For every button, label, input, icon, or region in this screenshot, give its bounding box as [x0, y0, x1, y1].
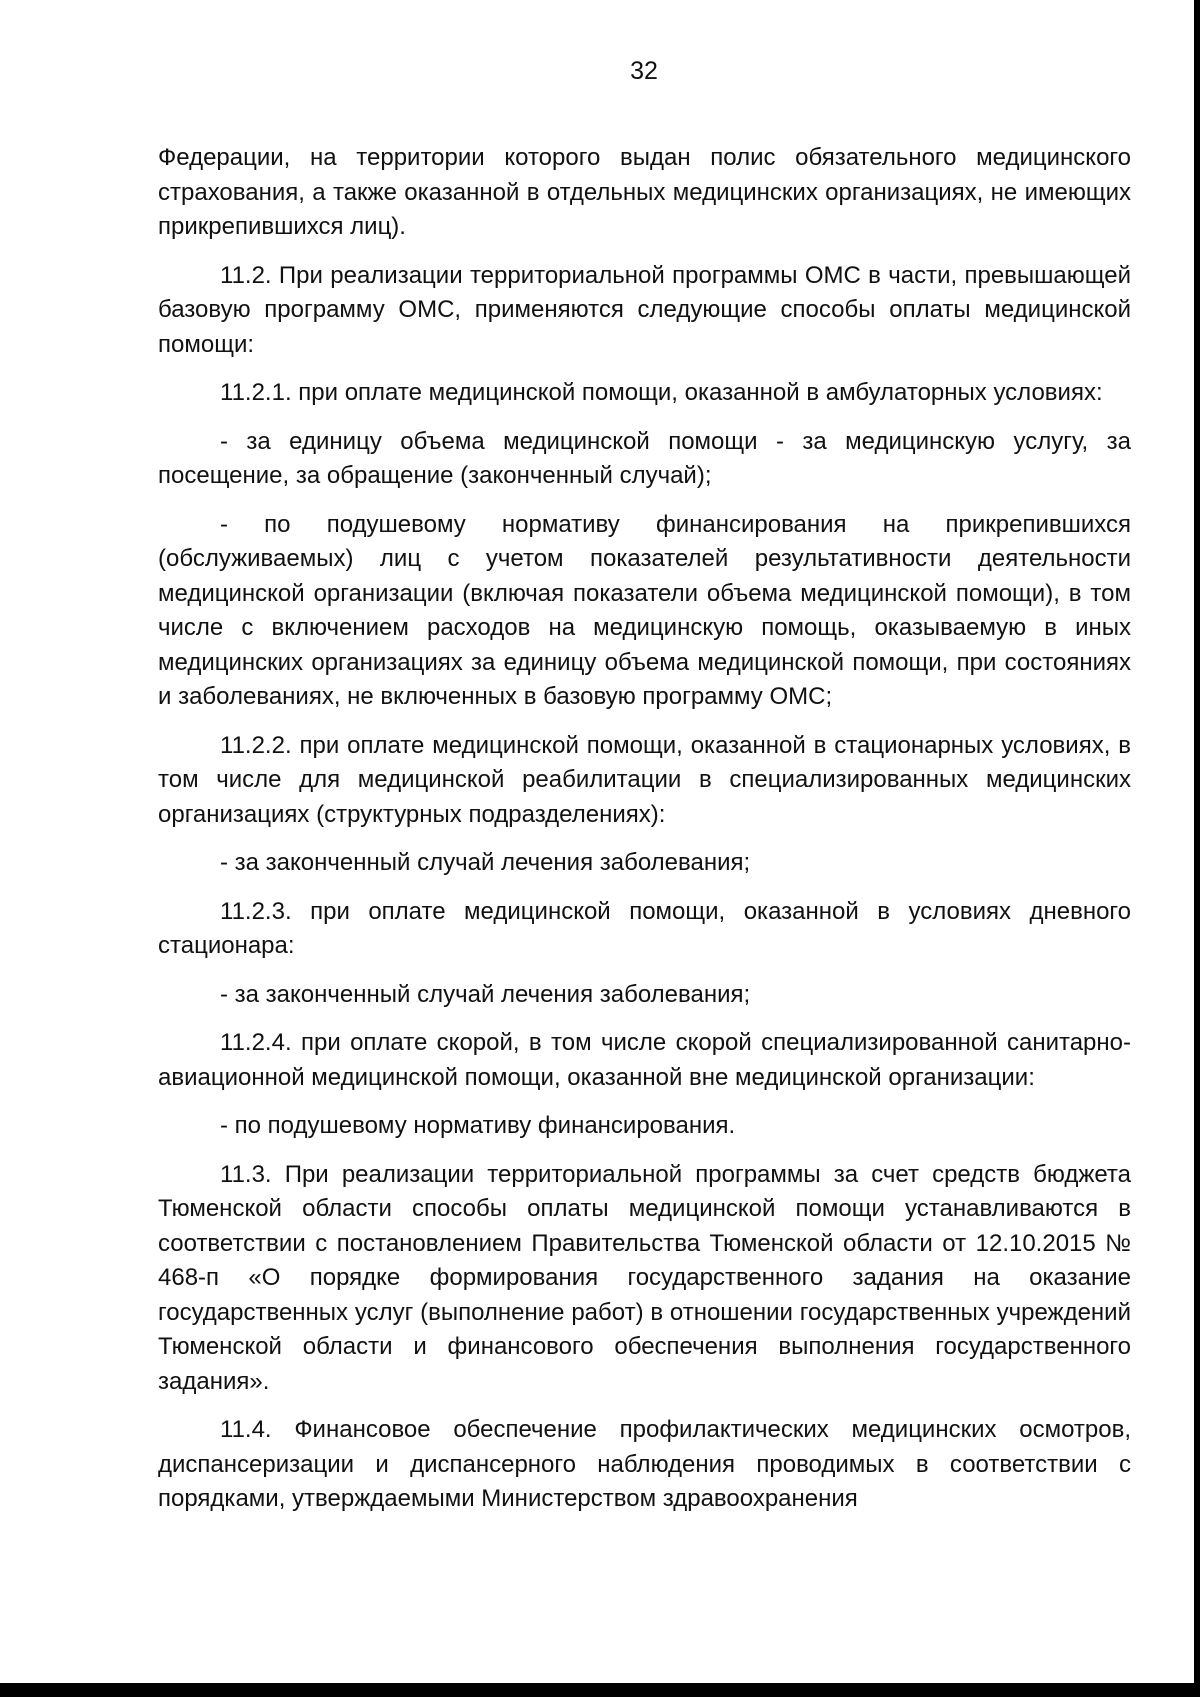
- list-item-completed-case-day-hospital: - за законченный случай лечения заболевания;: [220, 980, 751, 1008]
- scan-bottom-border: [0, 1683, 1200, 1697]
- document-body: [158, 141, 1131, 1531]
- list-item-per-capita: - по подушевому нормативу финансирования на прикрепившихся (обслуживаемых) лиц с учетом показателей результативности деятельности медицинской организации (включая показатели объема медицинской помощи), в том числе с включением расходов на медицинскую помощь, оказываемую в иных медицинских организациях за единицу объема медицинской помощи, при состояниях и заболеваниях, не включенных в базовую программу ОМС;: [158, 510, 1131, 710]
- scan-right-border: [1194, 0, 1200, 1697]
- paragraph-11-4: 11.4. Финансовое обеспечение профилактических медицинских осмотров, диспансеризации и диспансерного наблюдения проводимых в соответствии с порядками, утверждаемыми Министерством здравоохранения: [158, 1416, 1131, 1512]
- page-number: 32: [630, 57, 658, 85]
- paragraph-11-2-4: 11.2.4. при оплате скорой, в том числе скорой специализированной санитарно-авиационной медицинской помощи, оказанной вне медицинской организации:: [158, 1029, 1131, 1091]
- paragraph-11-2-2: 11.2.2. при оплате медицинской помощи, оказанной в стационарных условиях, в том числе для медицинской реабилитации в специализированных медицинских организациях (структурных подразделениях):: [158, 731, 1131, 828]
- list-item-per-unit: - за единицу объема медицинской помощи - за медицинскую услугу, за посещение, за обращение (законченный случай);: [158, 427, 1131, 489]
- paragraph-11-2: 11.2. При реализации территориальной программы ОМС в части, превышающей базовую программу ОМС, применяются следующие способы оплаты медицинской помощи:: [158, 261, 1131, 358]
- list-item-per-capita-ambulance: - по подушевому нормативу финансирования.: [220, 1112, 736, 1139]
- paragraph-11-2-3: 11.2.3. при оплате медицинской помощи, оказанной в условиях дневного стационара:: [158, 897, 1131, 959]
- paragraph-11-2-1: 11.2.1. при оплате медицинской помощи, оказанной в амбулаторных условиях:: [220, 379, 1103, 406]
- list-item-completed-case-inpatient: - за законченный случай лечения заболевания;: [220, 849, 751, 876]
- paragraph-11-3: 11.3. При реализации территориальной программы за счет средств бюджета Тюменской области способы оплаты медицинской помощи устанавливаются в соответствии с постановлением Правительства Тюменской области от 12.10.2015 № 468-п «О порядке формирования государственного задания на оказание государственных услуг (выполнение работ) в отношении государственных учреждений Тюменской области и финансового обеспечения выполнения государственного задания».: [158, 1160, 1131, 1395]
- paragraph-continuation: Федерации, на территории которого выдан полис обязательного медицинского страхования, а также оказанной в отдельных медицинских организациях, не имеющих прикрепившихся лиц).: [158, 144, 1131, 240]
